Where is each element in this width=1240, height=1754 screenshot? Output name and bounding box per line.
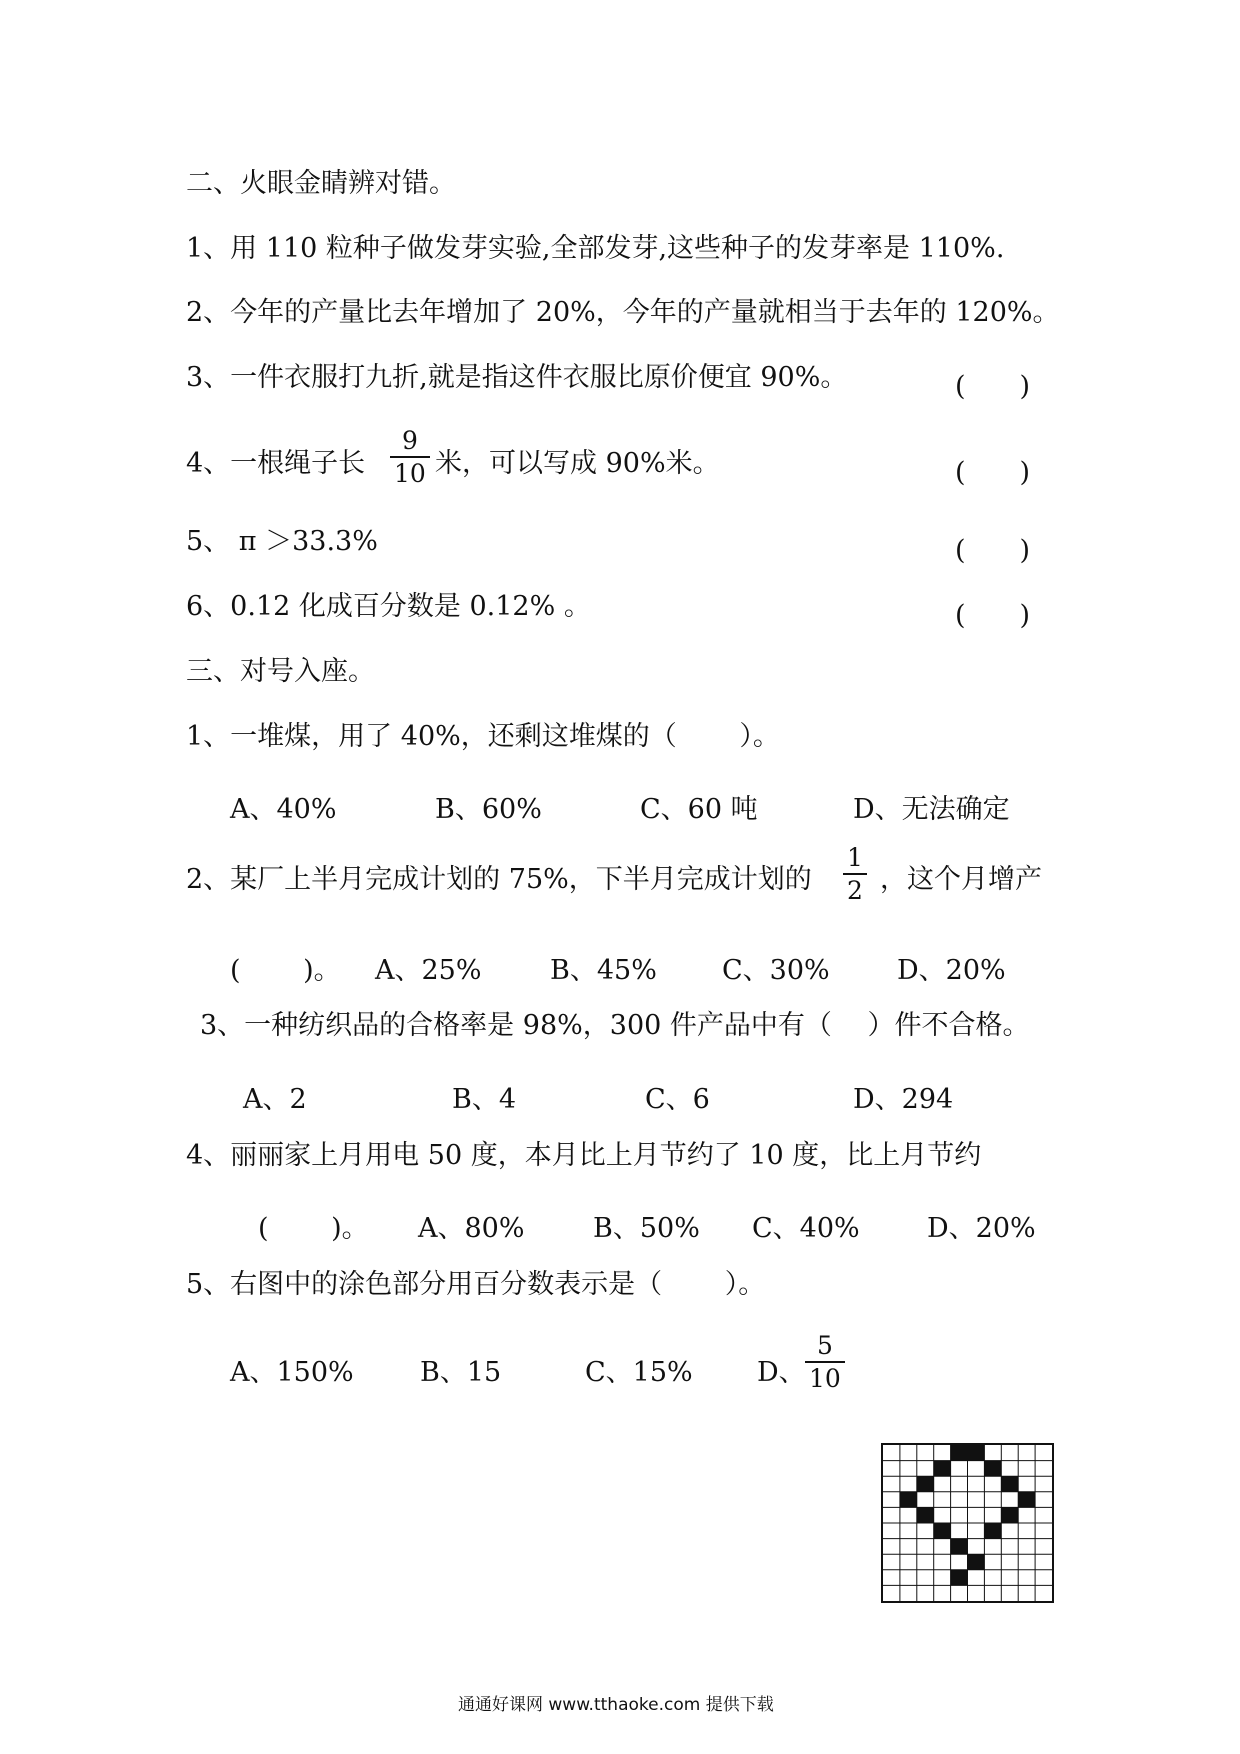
shaded-cell: [917, 1476, 934, 1492]
fraction-denominator: 10: [805, 1361, 845, 1391]
shaded-cell: [984, 1523, 1001, 1539]
option-3-1-a[interactable]: A、40%: [230, 794, 337, 825]
fraction-denominator: 10: [390, 456, 430, 486]
option-3-4-d[interactable]: D、20%: [927, 1213, 1036, 1244]
option-3-3-d[interactable]: D、294: [853, 1084, 954, 1115]
question-3-2-prefix: 2、某厂上半月完成计划的 75%，下半月完成计划的: [186, 864, 812, 895]
answer-blank-2-3[interactable]: ( ): [955, 371, 1031, 402]
option-3-3-a[interactable]: A、2: [243, 1084, 307, 1115]
option-3-5-b[interactable]: B、15: [420, 1357, 502, 1388]
question-2-4-prefix: 4、一根绳子长: [186, 448, 366, 479]
question-2-1: 1、用 110 粒种子做发芽实验,全部发芽,这些种子的发芽率是 110%.: [186, 233, 1005, 264]
option-3-3-c[interactable]: C、6: [645, 1084, 710, 1115]
option-3-4-b[interactable]: B、50%: [593, 1213, 700, 1244]
question-2-4-suffix: 米，可以写成 90%米。: [435, 448, 720, 479]
shaded-cell: [1001, 1476, 1018, 1492]
fraction-numerator: 5: [816, 1331, 833, 1360]
option-3-3-b[interactable]: B、4: [452, 1084, 517, 1115]
question-3-1: 1、一堆煤，用了 40%，还剩这堆煤的（ ）。: [186, 721, 780, 752]
option-3-5-d-prefix[interactable]: D、: [757, 1357, 806, 1388]
option-3-2-a[interactable]: A、25%: [375, 955, 482, 986]
shaded-cell: [934, 1523, 951, 1539]
fraction-denominator: 2: [843, 873, 867, 903]
option-3-4-a[interactable]: A、80%: [418, 1213, 525, 1244]
option-3-1-b[interactable]: B、60%: [435, 794, 542, 825]
question-2-3: 3、一件衣服打九折,就是指这件衣服比原价便宜 90%。: [186, 362, 848, 393]
section-2-title: 二、火眼金睛辨对错。: [186, 168, 456, 199]
question-3-5: 5、右图中的涂色部分用百分数表示是（ ）。: [186, 1269, 766, 1300]
shaded-cell: [951, 1570, 968, 1586]
question-2-6: 6、0.12 化成百分数是 0.12% 。: [186, 591, 591, 622]
question-3-4: 4、丽丽家上月用电 50 度，本月比上月节约了 10 度，比上月节约: [186, 1140, 982, 1171]
footer-source: 通通好课网 www.tthaoke.com 提供下载: [458, 1695, 774, 1715]
question-2-2: 2、今年的产量比去年增加了 20%，今年的产量就相当于去年的 120%。: [186, 297, 1060, 328]
fraction-5-10: [805, 1333, 845, 1391]
shaded-grid-figure: [881, 1443, 1054, 1603]
answer-blank-3-4[interactable]: ( )。: [258, 1213, 369, 1244]
shaded-cell: [984, 1461, 1001, 1477]
fraction-9-10: [390, 428, 430, 486]
shaded-cell: [934, 1461, 951, 1477]
shaded-cell: [917, 1507, 934, 1523]
option-3-1-c[interactable]: C、60 吨: [640, 794, 758, 825]
option-3-4-c[interactable]: C、40%: [752, 1213, 860, 1244]
answer-blank-2-5[interactable]: ( ): [955, 535, 1031, 566]
answer-blank-2-6[interactable]: ( ): [955, 600, 1031, 631]
shaded-cell: [900, 1492, 917, 1508]
shaded-cell: [968, 1554, 985, 1570]
option-3-2-d[interactable]: D、20%: [897, 955, 1006, 986]
option-3-5-c[interactable]: C、15%: [585, 1357, 693, 1388]
question-3-2-suffix: ，这个月增产: [880, 864, 1042, 895]
fraction-1-2: [843, 845, 867, 903]
shaded-cell: [1001, 1507, 1018, 1523]
question-3-3: 3、一种纺织品的合格率是 98%，300 件产品中有（ ）件不合格。: [200, 1010, 1030, 1041]
shaded-cell: [968, 1445, 985, 1461]
option-3-2-b[interactable]: B、45%: [550, 955, 657, 986]
shaded-cell: [1018, 1492, 1035, 1508]
fraction-numerator: 9: [401, 426, 418, 455]
answer-blank-2-4[interactable]: ( ): [955, 457, 1031, 488]
fraction-numerator: 1: [847, 843, 863, 872]
answer-blank-3-2[interactable]: ( )。: [230, 955, 341, 986]
option-3-1-d[interactable]: D、无法确定: [853, 794, 1010, 825]
option-3-2-c[interactable]: C、30%: [722, 955, 830, 986]
section-3-title: 三、对号入座。: [186, 656, 375, 687]
grid-svg: [883, 1445, 1052, 1601]
shaded-cell: [951, 1445, 968, 1461]
option-3-5-a[interactable]: A、150%: [230, 1357, 354, 1388]
shaded-cell: [951, 1539, 968, 1555]
question-2-5: 5、 π ＞33.3%: [186, 526, 378, 557]
